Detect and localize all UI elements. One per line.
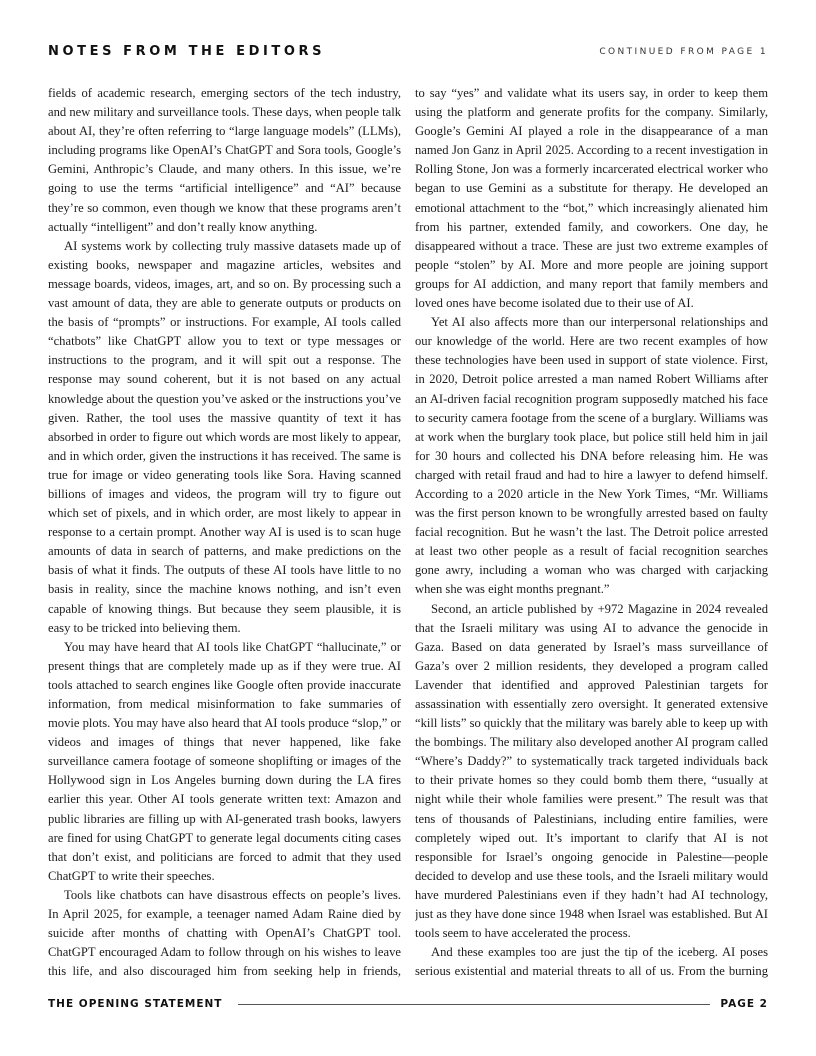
paragraph: fields of academic research, emerging sectors of the tech industry, and new military and surveillance tools. These days, when people talk about AI, they’re often referring to “large language models” (LLMs), including programs like OpenAI’s ChatGPT and Sora tools, Google’s Gemini, Anthropic’s Claude, and many others. In this issue, we’re going to use the terms “artificial intelligence” and “AI” because they’re so common, even though we know that these programs aren’t actually “intelligent” and don’t really know anything. [48,86,401,234]
paragraph: to say “yes” and validate what its users say, in order to keep them using the platform and generate profits for the company. Similarly, Google’s Gemini AI played a role in the disappearance of a man named Jon Ganz in April 2025. According to a recent investigation in Rolling Stone, Jon was a formerly incarcerated electrical worker who began to use Gemini as a substitute for therapy. He developed an emotional attachment to the “bot,” which increasingly alienated him from his partner, extended family, and coworkers. One day, he disappeared without a trace. These are just two extreme examples of people “stolen” by AI. More and more people are joining support groups for AI addiction, and many report that family members and loved ones have become isolated due to their use of AI. [415,86,768,311]
paragraph: AI systems work by collecting truly massive datasets made up of existing books, newspaper and magazine articles, websites and message boards, videos, images, art, and so on. By processing such a vast amount of data, they are able to generate outputs or products on the basis of “prompts” or instructions. For example, AI tools called “chatbots” like ChatGPT allow you to text or type messages or instructions to the program, and it will spit out a response. The response may sound coherent, but it is not based on any actual knowledge about the question you’ve asked or the instructions you’ve given. Rather, the tool uses the massive quantity of text it has absorbed in order to figure out which words are most likely to appear, and in which order, given the instructions it has received. The same is true for image or video generating tools like Sora. Having scanned billions of images and videos, the program will try to figure out which set of pixels, and in which order, are most likely to appear in response to a certain prompt. Another way AI is used is to scan huge amounts of data in search of patterns, and make predictions on the basis of what it finds. The outputs of these AI tools have little to no basis in reality, since the machine knows nothing, and isn’t even capable of knowing things. But because they seem plausible, it is easy to be tricked into believing them. [48,238,401,635]
right-column [415,84,768,984]
page-number: PAGE 2 [720,998,768,1010]
footer-divider [238,1004,710,1005]
paragraph: Second, an article published by +972 Magazine in 2024 revealed that the Israeli military was using AI to advance the genocide in Gaza. Based on data generated by Israel’s mass surveillance of Gaza’s over 2 million residents, they developed a program called Lavender that identified and approved Palestinian targets for assassination with essentially zero oversight. It generated extensive “kill lists” so quickly that the military was barely able to keep up with the bombings. The military also developed another AI program called “Where’s Daddy?” to systematically track targeted individuals back to their private homes so they could bomb them there, “usually at night while their whole families were present.” The result was that tens of thousands of Palestinians, including entire families, were completely wiped out. It’s important to clarify that AI is not responsible for Israel’s ongoing genocide in Palestine—people decided to develop and use these tools, and the Israeli military would have murdered Palestinians even if they hadn’t had AI technology, just as they have done since 1948 when Israel was established. But AI tools seem to have accelerated the process. [415,601,768,941]
paragraph: Tools like chatbots can have disastrous effects on people’s lives. In April 2025, for example, a teenager named Adam Raine died by suicide after months of chatting with OpenAI’s ChatGPT tool. ChatGPT encouraged Adam to follow through on his wishes to leave this life, and also discouraged him from seeking help in friends, [48,887,401,979]
paragraph: And these examples too are just the tip of the iceberg. AI poses serious existential and material threats to all of us. From the burning [415,945,768,979]
publication-name: THE OPENING STATEMENT [48,998,223,1010]
paragraph: Yet AI also affects more than our interpersonal relationships and our knowledge of the world. Here are two recent examples of how these technologies have been used in support of state violence. First, in 2020, Detroit police arrested a man named Robert Williams after an AI-driven facial recognition program supposedly matched his face to security camera footage from the scene of a burglary. Williams was at work when the burglary took place, but police still held him in jail for 30 hours and collected his DNA before releasing him. He was charged with retail fraud and had to hire a lawyer to defend himself. According to a 2020 article in the New York Times, “Mr. Williams was the first person known to be wrongfully arrested based on faulty facial recognition. But he wasn’t the last. The Detroit police arrested at least two other people as a result of facial recognition searches gone awry, including a woman who was charged with carjacking when she was eight months pregnant.” [415,315,768,597]
page-footer [48,996,768,1012]
continued-note: CONTINUED FROM PAGE 1 [599,47,768,57]
article-body [48,84,768,984]
left-column [48,84,401,984]
paragraph: You may have heard that AI tools like ChatGPT “hallucinate,” or present things that are completely made up as if they were true. AI tools attached to search engines like Google often provide inaccurate information, from medical misinformation to fake summaries of movie plots. You may have also heard that AI tools produce “slop,” or videos and images of things that never happened, like fake surveillance camera footage of someone shoplifting or images of the Hollywood sign in Los Angeles burning down during the LA fires earlier this year. Other AI tools generate written text: Amazon and public libraries are filling up with AI-generated trash books, lawyers are fined for using ChatGPT to generate legal documents citing cases that don’t exist, and politicians are forced to admit that they used ChatGPT to write their speeches. [48,639,401,883]
page-header [48,44,768,64]
section-title: NOTES FROM THE EDITORS [48,44,326,59]
